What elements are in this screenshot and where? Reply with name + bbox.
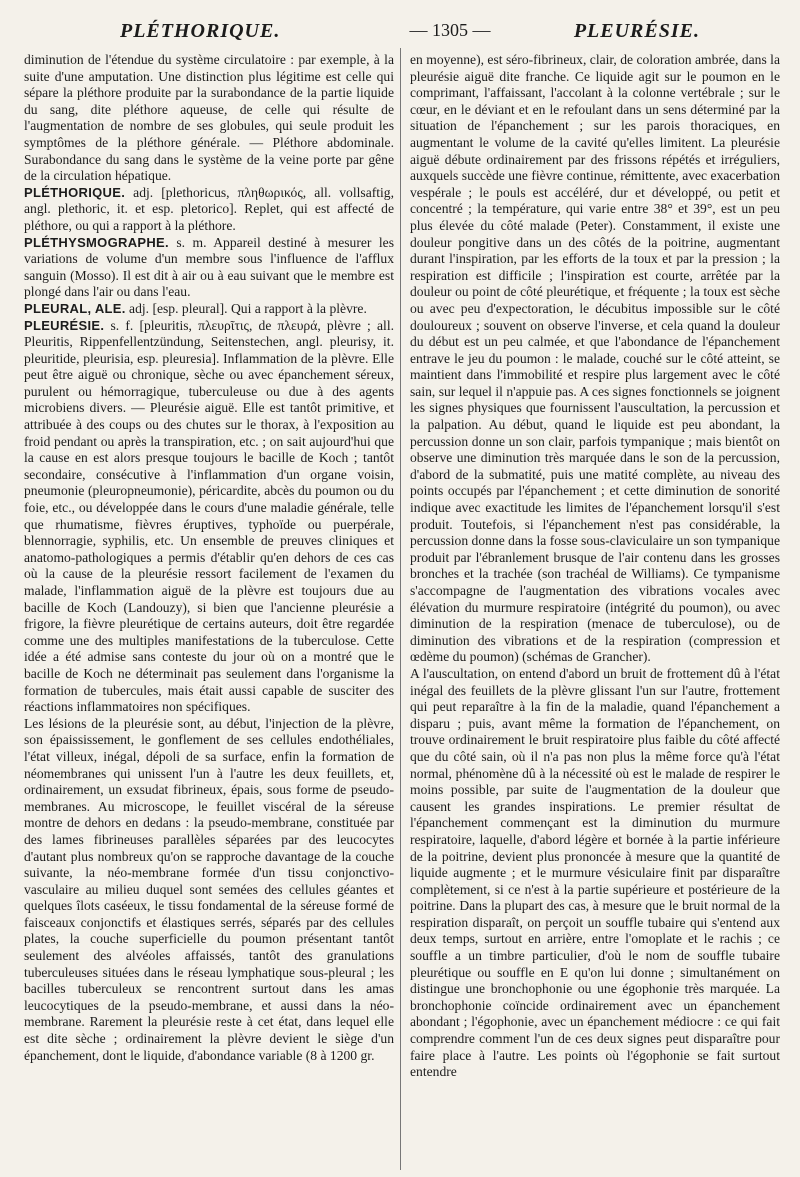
left-column	[24, 52, 394, 1170]
headword: PLEURAL, ALE.	[24, 300, 126, 316]
headword: PLÉTHORIQUE.	[24, 184, 126, 200]
right-column	[410, 52, 780, 1170]
entry-pleuresie	[24, 318, 394, 716]
entry-pleural	[24, 301, 394, 318]
entry-text: s. m. Appareil destiné à mesurer les variations de volume d'un membre sous l'influence de l'afflux sanguin (Mosso). Il est dit à air ou à eau suivant que le membre est plongé dans l'air ou dans l'eau.	[24, 234, 394, 300]
entry-text: s. f. [pleuritis, πλευρῖτις, de πλευρά, plèvre ; all. Pleuritis, Rippenfellentzündung, Seitenstechen, angl. pleurisy, it. pleuritide, pleurisia, esp. pleuresia]. Inflammation de la plèvre. Elle peut être aiguë ou chronique, sèche ou avec épanchement séreux, purulent ou hémorragique, tuberculeuse ou due à des agents microbiens divers. — Pleurésie aiguë. Elle est tantôt primitive, et attribuée à des coups ou des chutes sur le thorax, à l'exposition au froid pendant ou après la transpiration, etc. ; on sait aujourd'hui que la cause en est alors presque toujours le bacille de Koch ; tantôt secondaire, consécutive à l'inflammation d'un organe voisin, pneumonie (pleuropneumonie), péricardite, abcès du poumon ou du foie, etc., ou développée dans le cours d'une maladie générale, telle que rhumatisme, fièvres éruptives, typhoïde ou puerpérale, blennorragie, syphilis, etc. Un ensemble de preuves cliniques et anatomo-pathologiques a permis d'établir qu'en dehors de ces cas où la cause de la pleurésie ressort facilement de l'examen du malade, l'inflammation aiguë de la plèvre est toujours due au bacille de Koch (Landouzy), si bien que l'ancienne pleurésie a frigore, la fièvre pleurétique de certains auteurs, doit être regardée comme une des multiples manifestations de la tuberculose. Cette idée a été admise sans conteste du jour où on a montré que le bacille de Koch ne déterminait pas seulement dans l'organisme la formation de tubercules, mais était aussi capable de susciter des réactions inflammatoires non spécifiques.	[24, 317, 394, 715]
running-header	[60, 20, 760, 46]
entry-text: adj. [plethoricus, πληθωρικός, all. vollsaftig, angl. plethoric, it. et esp. pletorico]. Replet, qui est affecté de pléthore, ou qui a rapport à la pléthore.	[24, 184, 394, 233]
entry-plethysmographe	[24, 235, 394, 301]
auscultation-paragraph: A l'auscultation, on entend d'abord un bruit de frottement dû à l'état inégal des feuillets de la plèvre glissant l'un sur l'autre, frottement qui peut reparaître à la fin de la maladie, quand l'épanchement a disparu ; puis, avant même la formation de l'épanchement, on trouve ordinairement le bruit respiratoire plus faible du côté affecté que du côté sain, où il n'a pas non plus la même force qu'à l'état normal, phénomène dû à la nécessité où est le malade de respirer le moins possible, par suite de l'augmentation de la douleur que causent les grandes inspirations. Le premier résultat de l'épanchement commençant est la diminution du murmure respiratoire, laquelle, d'abord légère et bornée à la partie inférieure de la poitrine, devient plus prononcée à mesure que la quantité de liquide augmente ; et le murmure vésiculaire finit par disparaître complètement, si ce n'est à la partie supérieure et postérieure de la poitrine. Dans la plupart des cas, à mesure que le bruit normal de la respiration disparaît, on perçoit un souffle tubaire qui s'entend aux deux temps, surtout en arrière, entre l'omoplate et le rachis ; ce souffle a un timbre particulier, d'où le nom de souffle tubaire pleurétique ou souffle en E qu'on lui donne ; simultanément on distingue une bronchophonie ou une égophonie très marquée. La bronchophonie coïncide ordinairement avec un épanchement abondant ; l'égophonie, avec un épanchement médiocre : ce qui fait comprendre comment l'un de ces deux signes peut disparaître pour faire place à l'autre. Les points où l'égophonie se fait surtout entendre	[410, 665, 780, 1080]
entry-plethorique	[24, 185, 394, 235]
page-number: — 1305 —	[409, 20, 491, 40]
continuation-paragraph: en moyenne), est séro-fibrineux, clair, de coloration ambrée, dans la pleurésie aiguë dite franche. Ce liquide agit sur le poumon en le comprimant, l'affaissant, l'accolant à la colonne vertébrale ; sur le cœur, en le déviant et en le refoulant dans un sens déterminé par la situation de l'épanchement ; sur les parois thoraciques, en augmentant le volume de la cavité qu'elles limitent. La pleurésie aiguë débute ordinairement par des frissons répétés et irréguliers, auxquels succède une fièvre continue, rémittente, avec exacerbation vespérale ; le pouls est accéléré, dur et développé, ou petit et concentré ; la température, qui varie entre 38° et 39°, est un peu plus élevée du côté malade (Peter). Constamment, il existe une douleur pongitive dans un des côtés de la poitrine, augmentant durant l'inspiration, par les efforts de la toux et par la pression ; la respiration est difficile ; l'inspiration est courte, arrêtée par la douleur ou point de côté pleurétique, et fréquente ; la toux est sèche ou avec peu d'expectoration, le décubitus impossible sur le côté douloureux ; souvent on observe l'inverse, et cela quand la douleur du début est un peu calmée, et que l'abondance de l'épanchement entrave le jeu du poumon : le malade, couché sur le côté atteint, se maintient dans l'immobilité et respire plus largement avec le côté sain, sur lequel il n'appuie pas. A ces signes fonctionnels se joignent les signes physiques que fournissent l'auscultation, la percussion et la palpation. Au début, quand le liquide est peu abondant, la percussion donne un son clair, parfois tympanique ; mais bientôt on observe une diminution très marquée dans le son de la percussion, d'abord de la submatité, puis une matité complète, au niveau des points occupés par l'épanchement ; et cette diminution de sonorité indique avec exactitude les limites de l'épanchement lorsqu'il s'est produit. Toutefois, si l'épanchement n'est pas considérable, la percussion donne dans la fosse sous-claviculaire un son tympanique produit par l'ébranlement brusque de l'air contenu dans les grosses bronches et la trachée (son trachéal de Williams). Ce tympanisme s'accompagne de l'augmentation des vibrations vocales avec élévation du murmure respiratoire (intégrité du poumon), ou avec diminution de la respiration (menace de tuberculose), ou de diminution des vibrations et de la respiration (compression et œdème du poumon) (schémas de Grancher).	[410, 52, 780, 665]
headword: PLÉTHYSMOGRAPHE.	[24, 234, 169, 250]
continuation-paragraph: diminution de l'étendue du système circulatoire : par exemple, à la suite d'une amputation. Une distinction plus légitime est celle qui sépare la pléthore produite par la surabondance de la partie liquide du sang, dite pléthore aqueuse, de celle qui résulte de l'augmentation de nombre de ses globules, qui seule produit les symptômes de la pléthore générale. — Pléthore abdominale. Surabondance du sang dans le système de la veine porte par gêne de la circulation hépatique.	[24, 52, 394, 184]
column-divider	[400, 48, 401, 1170]
header-right-word: PLEURÉSIE.	[573, 20, 700, 42]
header-left-word: PLÉTHORIQUE.	[120, 20, 281, 42]
entry-text: adj. [esp. pleural]. Qui a rapport à la plèvre.	[125, 300, 367, 316]
lesions-paragraph: Les lésions de la pleurésie sont, au début, l'injection de la plèvre, son épaississement, le gonflement de ses cellules endothéliales, l'état villeux, inégal, dépoli de sa surface, enfin la formation de néomembranes qui unissent l'un à l'autre les deux feuillets, et, ordinairement, un exsudat fibrineux, épais, sous forme de pseudo-membranes. Au microscope, le feuillet viscéral de la séreuse montre de dehors en dedans : la pseudo-membrane, constituée par des lames fibrineuses parallèles séparées par des leucocytes d'autant plus nombreux qu'on se rapproche davantage de la couche suivante, la néo-membrane formée d'un tissu conjonctivo-vasculaire au milieu duquel sont semées des cellules géantes et quelques îlots caséeux, le tissu fondamental de la séreuse formé de faisceaux conjonctifs et élastiques serrés, séparés par des cellules plates, la couche superficielle du poumon présentant tantôt seulement des alvéoles affaissés, tantôt des granulations tuberculeuses situées dans le réseau lymphatique sous-pleural ; les bacilles tuberculeux se rencontrent surtout dans les amas leucocytiques de la pseudo-membrane, et aussi dans la néo-membrane. Rarement la pleurésie reste à cet état, dans lequel elle est dite sèche ; ordinairement la plèvre devient le siège d'un épanchement, dont le liquide, d'abondance variable (8 à 1200 gr.	[24, 715, 394, 1063]
headword: PLEURÉSIE.	[24, 317, 105, 333]
